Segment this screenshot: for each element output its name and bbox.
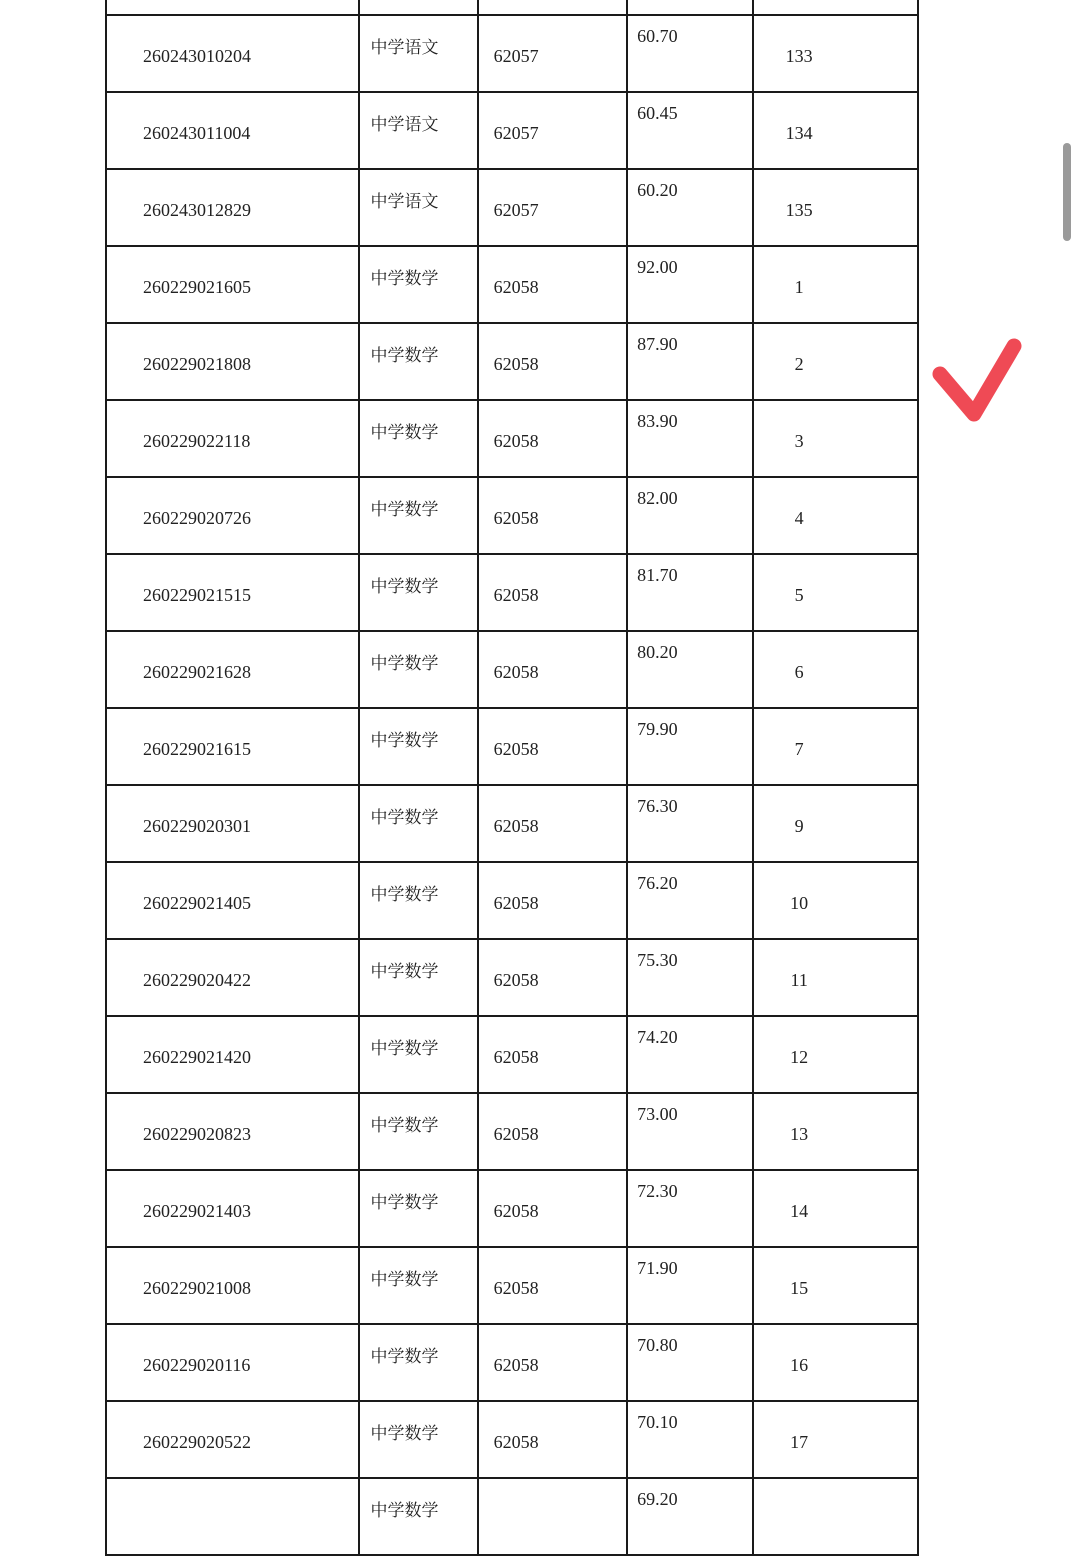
table-cell	[359, 477, 477, 554]
cell-position-code: 62058	[493, 1355, 539, 1375]
table-cell	[359, 631, 477, 708]
cell-subject: 中学数学	[370, 731, 439, 751]
table-cell	[106, 169, 359, 246]
table-cell	[627, 1401, 753, 1478]
table-cell	[106, 1401, 359, 1478]
table-row	[106, 92, 918, 169]
table-cell	[106, 862, 359, 939]
table-cell	[753, 1016, 918, 1093]
cell-rank: 17	[790, 1432, 809, 1452]
table-cell	[627, 939, 753, 1016]
table-cell	[478, 631, 627, 708]
table-cell	[106, 631, 359, 708]
cell-score: 82.00	[637, 488, 678, 508]
table-row	[106, 554, 918, 631]
cell-score: 60.70	[637, 26, 678, 46]
table-cell	[627, 631, 753, 708]
score-table	[105, 0, 919, 1556]
cell-subject: 中学数学	[370, 1501, 439, 1521]
table-cell	[627, 554, 753, 631]
table-cell	[753, 631, 918, 708]
table-cell	[478, 15, 627, 92]
table-cell	[106, 15, 359, 92]
cell-score: 81.70	[637, 565, 678, 585]
cell-position-code: 62058	[493, 277, 539, 297]
cell-candidate-id: 260229021615	[143, 739, 251, 759]
check-mark-icon	[928, 336, 1024, 428]
table-cell	[359, 1170, 477, 1247]
cell-candidate-id: 260229021403	[143, 1201, 251, 1221]
table-cell	[478, 554, 627, 631]
table-row	[106, 15, 918, 92]
table-cell	[627, 862, 753, 939]
cell-rank: 3	[794, 431, 804, 451]
table-cell	[106, 477, 359, 554]
cell-score: 76.30	[637, 796, 678, 816]
table-row	[106, 785, 918, 862]
table-cell	[627, 708, 753, 785]
cell-candidate-id: 260243010204	[143, 46, 251, 66]
cell-score: 92.00	[637, 257, 678, 277]
table-cell	[106, 1170, 359, 1247]
table-cell	[753, 15, 918, 92]
table-cell	[753, 477, 918, 554]
table-cell	[359, 1401, 477, 1478]
table-cell	[359, 708, 477, 785]
table-cell	[359, 1093, 477, 1170]
cell-score: 70.80	[637, 1335, 678, 1355]
table-row	[106, 1093, 918, 1170]
cell-rank: 15	[790, 1278, 809, 1298]
cell-rank: 13	[790, 1124, 809, 1144]
cell-score: 69.20	[637, 1489, 678, 1509]
table-row	[106, 0, 918, 15]
cell-position-code: 62058	[493, 431, 539, 451]
table-cell	[627, 785, 753, 862]
table-cell	[359, 15, 477, 92]
table-cell	[478, 477, 627, 554]
cell-position-code: 62058	[493, 893, 539, 913]
cell-rank: 14	[790, 1201, 809, 1221]
table-row	[106, 323, 918, 400]
table-cell	[359, 400, 477, 477]
table-row	[106, 939, 918, 1016]
table-cell	[478, 1247, 627, 1324]
table-row	[106, 169, 918, 246]
table-cell	[106, 0, 359, 15]
table-cell	[753, 939, 918, 1016]
table-cell	[478, 0, 627, 15]
cell-subject: 中学语文	[370, 115, 439, 135]
cell-rank: 134	[785, 123, 813, 143]
cell-score: 83.90	[637, 411, 678, 431]
table-cell	[753, 785, 918, 862]
cell-score: 79.90	[637, 719, 678, 739]
table-cell	[478, 1478, 627, 1555]
cell-subject: 中学数学	[370, 1424, 439, 1444]
cell-score: 60.20	[637, 180, 678, 200]
table-row	[106, 708, 918, 785]
cell-position-code: 62058	[493, 1047, 539, 1067]
cell-candidate-id: 260243012829	[143, 200, 251, 220]
cell-candidate-id: 260229020726	[143, 508, 251, 528]
table-cell	[627, 1016, 753, 1093]
cell-subject: 中学数学	[370, 654, 439, 674]
cell-subject: 中学数学	[370, 1116, 439, 1136]
cell-rank: 1	[794, 277, 804, 297]
table-cell	[359, 323, 477, 400]
table-row	[106, 1324, 918, 1401]
cell-candidate-id: 260229021420	[143, 1047, 251, 1067]
cell-position-code: 62058	[493, 1432, 539, 1452]
table-cell	[753, 1401, 918, 1478]
table-cell	[627, 1170, 753, 1247]
table-row	[106, 631, 918, 708]
cell-candidate-id: 260229021008	[143, 1278, 251, 1298]
cell-score: 70.10	[637, 1412, 678, 1432]
cell-subject: 中学数学	[370, 423, 439, 443]
table-cell	[478, 862, 627, 939]
table-cell	[106, 1016, 359, 1093]
table-row	[106, 1016, 918, 1093]
table-cell	[753, 246, 918, 323]
cell-rank: 2	[794, 354, 804, 374]
table-cell	[106, 1247, 359, 1324]
table-cell	[359, 92, 477, 169]
cell-candidate-id: 260229021515	[143, 585, 251, 605]
table-cell	[753, 92, 918, 169]
table-body	[106, 0, 918, 1555]
cell-candidate-id: 260229020823	[143, 1124, 251, 1144]
table-cell	[359, 169, 477, 246]
table-row	[106, 246, 918, 323]
table-cell	[106, 1478, 359, 1555]
table-cell	[627, 1478, 753, 1555]
cell-candidate-id: 260229021605	[143, 277, 251, 297]
cell-position-code: 62057	[493, 200, 539, 220]
cell-score: 71.90	[637, 1258, 678, 1278]
table-cell	[106, 92, 359, 169]
cell-position-code: 62058	[493, 739, 539, 759]
cell-candidate-id: 260229020422	[143, 970, 251, 990]
table-cell	[359, 1247, 477, 1324]
table-cell	[106, 939, 359, 1016]
table-cell	[359, 554, 477, 631]
cell-position-code: 62057	[493, 46, 539, 66]
table-row	[106, 1478, 918, 1555]
table-cell	[478, 400, 627, 477]
cell-candidate-id: 260229020116	[143, 1355, 251, 1375]
table-cell	[106, 785, 359, 862]
table-cell	[627, 0, 753, 15]
table-cell	[753, 708, 918, 785]
cell-score: 60.45	[637, 103, 678, 123]
table-cell	[478, 169, 627, 246]
cell-position-code: 62057	[493, 123, 539, 143]
cell-position-code: 62058	[493, 970, 539, 990]
cell-subject: 中学语文	[370, 38, 439, 58]
table-row	[106, 477, 918, 554]
cell-subject: 中学数学	[370, 885, 439, 905]
cell-subject: 中学数学	[370, 577, 439, 597]
cell-candidate-id: 260229021808	[143, 354, 251, 374]
table-cell	[478, 92, 627, 169]
table-cell	[753, 400, 918, 477]
table-cell	[359, 939, 477, 1016]
table-cell	[627, 92, 753, 169]
cell-position-code: 62058	[493, 1201, 539, 1221]
table-row	[106, 1170, 918, 1247]
cell-candidate-id: 260229021628	[143, 662, 251, 682]
cell-subject: 中学数学	[370, 1039, 439, 1059]
table-cell	[478, 785, 627, 862]
table-cell	[106, 554, 359, 631]
cell-position-code: 62058	[493, 354, 539, 374]
cell-score: 80.20	[637, 642, 678, 662]
cell-candidate-id: 260229020522	[143, 1432, 251, 1452]
table-cell	[359, 785, 477, 862]
table-cell	[359, 1016, 477, 1093]
cell-score: 74.20	[637, 1027, 678, 1047]
cell-position-code: 62058	[493, 816, 539, 836]
cell-subject: 中学数学	[370, 1347, 439, 1367]
cell-rank: 16	[790, 1355, 809, 1375]
cell-rank: 11	[790, 970, 808, 990]
cell-score: 73.00	[637, 1104, 678, 1124]
cell-position-code: 62058	[493, 585, 539, 605]
table-cell	[753, 1478, 918, 1555]
cell-position-code: 62058	[493, 1278, 539, 1298]
table-cell	[359, 1478, 477, 1555]
table-cell	[359, 1324, 477, 1401]
cell-subject: 中学语文	[370, 192, 439, 212]
table-cell	[753, 323, 918, 400]
table-cell	[753, 169, 918, 246]
cell-score: 72.30	[637, 1181, 678, 1201]
cell-subject: 中学数学	[370, 962, 439, 982]
table-cell	[627, 1324, 753, 1401]
table-cell	[753, 1324, 918, 1401]
table-cell	[106, 1324, 359, 1401]
cell-candidate-id: 260229020301	[143, 816, 251, 836]
cell-rank: 10	[790, 893, 809, 913]
table-row	[106, 1247, 918, 1324]
table-cell	[753, 554, 918, 631]
table-cell	[478, 1401, 627, 1478]
table-cell	[478, 323, 627, 400]
cell-subject: 中学数学	[370, 808, 439, 828]
table-cell	[106, 246, 359, 323]
cell-score: 76.20	[637, 873, 678, 893]
table-cell	[359, 862, 477, 939]
table-cell	[753, 1247, 918, 1324]
cell-rank: 12	[790, 1047, 809, 1067]
cell-rank: 133	[785, 46, 813, 66]
table-cell	[359, 246, 477, 323]
cell-subject: 中学数学	[370, 1270, 439, 1290]
table-cell	[627, 1247, 753, 1324]
cell-subject: 中学数学	[370, 346, 439, 366]
cell-subject: 中学数学	[370, 1193, 439, 1213]
cell-rank: 135	[785, 200, 813, 220]
table-cell	[106, 1093, 359, 1170]
cell-subject: 中学数学	[370, 269, 439, 289]
table-cell	[753, 0, 918, 15]
cell-rank: 5	[794, 585, 804, 605]
cell-candidate-id: 260243011004	[143, 123, 251, 143]
cell-score: 75.30	[637, 950, 678, 970]
table-cell	[106, 708, 359, 785]
cell-score: 87.90	[637, 334, 678, 354]
table-cell	[627, 15, 753, 92]
table-cell	[478, 246, 627, 323]
table-cell	[478, 708, 627, 785]
scrollbar-thumb[interactable]	[1063, 143, 1071, 241]
table-cell	[753, 1093, 918, 1170]
table-row	[106, 862, 918, 939]
table-cell	[753, 1170, 918, 1247]
cell-rank: 9	[794, 816, 804, 836]
cell-position-code: 62058	[493, 508, 539, 528]
cell-position-code: 62058	[493, 1124, 539, 1144]
cell-position-code: 62058	[493, 662, 539, 682]
table-row	[106, 1401, 918, 1478]
cell-rank: 6	[794, 662, 804, 682]
table-cell	[478, 939, 627, 1016]
table-cell	[478, 1016, 627, 1093]
table-cell	[359, 0, 477, 15]
table-cell	[478, 1324, 627, 1401]
cell-rank: 4	[794, 508, 804, 528]
table-cell	[627, 400, 753, 477]
table-row	[106, 400, 918, 477]
table-cell	[106, 400, 359, 477]
table-cell	[627, 246, 753, 323]
cell-candidate-id: 260229021405	[143, 893, 251, 913]
table-cell	[627, 477, 753, 554]
cell-rank: 7	[794, 739, 804, 759]
table-cell	[478, 1170, 627, 1247]
table-cell	[753, 862, 918, 939]
cell-subject: 中学数学	[370, 500, 439, 520]
cell-candidate-id: 260229022118	[143, 431, 251, 451]
table-cell	[627, 323, 753, 400]
table-cell	[478, 1093, 627, 1170]
table-cell	[106, 323, 359, 400]
table-cell	[627, 169, 753, 246]
table-cell	[627, 1093, 753, 1170]
